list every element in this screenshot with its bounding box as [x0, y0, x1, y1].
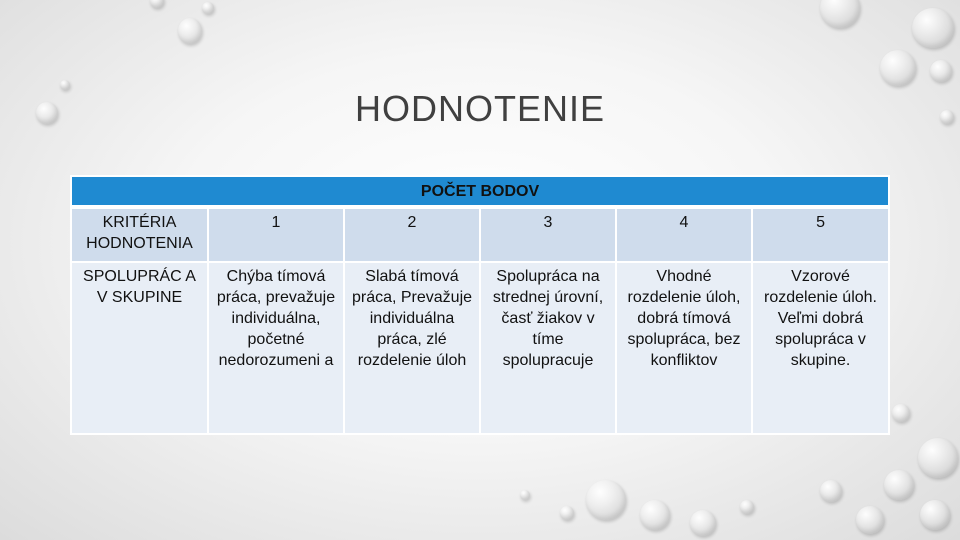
grading-table: [70, 175, 890, 435]
water-drop: [918, 438, 958, 478]
score-3-header: 3: [480, 207, 616, 262]
water-drop: [820, 480, 842, 502]
water-drop: [178, 18, 202, 44]
water-drop: [880, 50, 916, 86]
score-2-header: 2: [344, 207, 480, 262]
water-drop: [892, 404, 910, 422]
points-header: POČET BODOV: [71, 176, 889, 207]
water-drop: [920, 500, 950, 530]
water-drop: [930, 60, 952, 82]
score-4-description: Vhodné rozdelenie úloh, dobrá tímová spolupráca, bez konfliktov: [616, 262, 752, 434]
water-drop: [820, 0, 860, 28]
score-1-description: Chýba tímová práca, prevažuje individuálna, početné nedorozumeni a: [208, 262, 344, 434]
score-5-header: 5: [752, 207, 889, 262]
score-1-header: 1: [208, 207, 344, 262]
table-header-row: [71, 176, 889, 207]
score-2-description: Slabá tímová práca, Prevažuje individuálna práca, zlé rozdelenie úloh: [344, 262, 480, 434]
water-drop: [856, 506, 884, 534]
table-row: [71, 262, 889, 434]
water-drop: [912, 8, 954, 48]
score-3-description: Spolupráca na strednej úrovní, časť žiakov v tíme spolupracuje: [480, 262, 616, 434]
water-drop: [520, 490, 530, 500]
water-drop: [150, 0, 164, 8]
water-drop: [640, 500, 670, 530]
criteria-label: KRITÉRIA HODNOTENIA: [71, 207, 208, 262]
cooperation-label: SPOLUPRÁC A V SKUPINE: [71, 262, 208, 434]
score-4-header: 4: [616, 207, 752, 262]
water-drop: [884, 470, 914, 500]
water-drop: [740, 500, 754, 514]
table-row: [71, 207, 889, 262]
water-drop: [586, 480, 626, 520]
slide-title: HODNOTENIE: [354, 88, 605, 129]
water-drop: [560, 506, 574, 520]
score-5-description: Vzorové rozdelenie úloh. Veľmi dobrá spolupráca v skupine.: [752, 262, 889, 434]
water-drop: [202, 2, 214, 14]
water-drop: [690, 510, 716, 536]
